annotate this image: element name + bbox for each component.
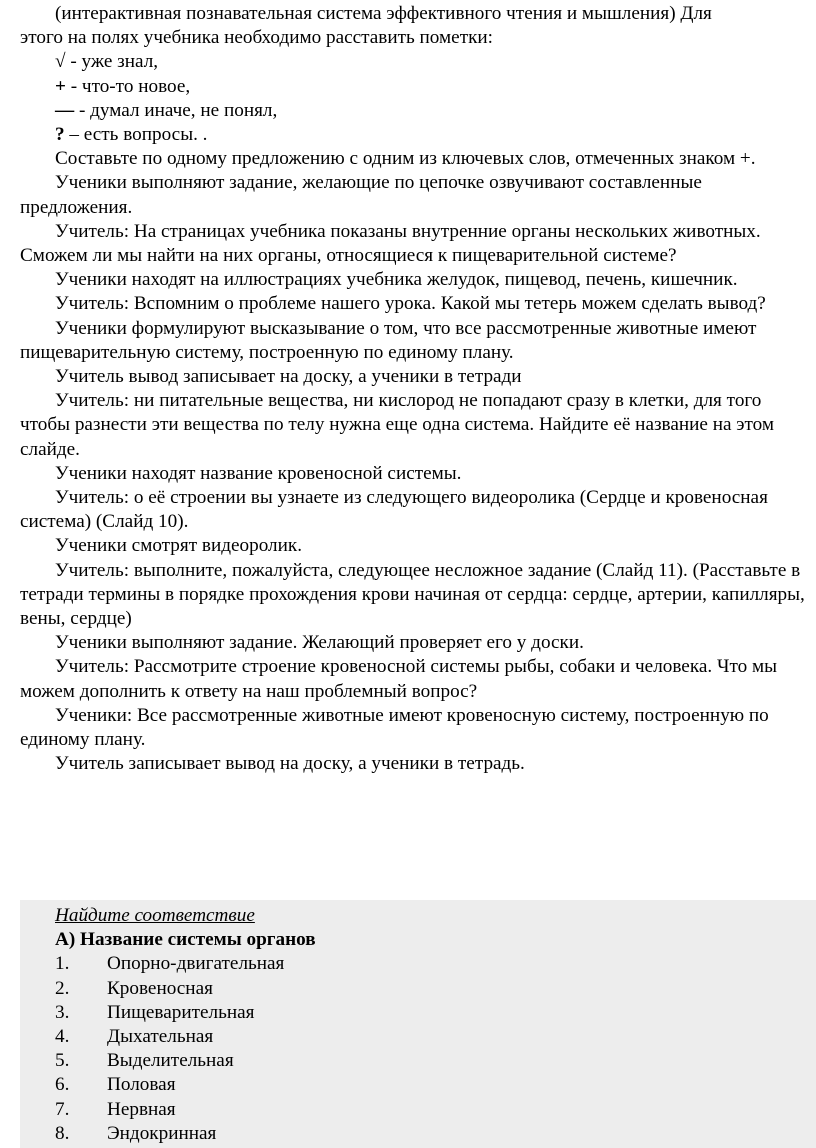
mark-legend-item: √ - уже знал, bbox=[55, 51, 159, 73]
list-text: Опорно-двигательная bbox=[107, 953, 285, 975]
paragraph: Ученики находят название кровеносной системы. bbox=[55, 462, 462, 484]
task-content bbox=[55, 904, 316, 1146]
list-number: 1. bbox=[55, 953, 70, 975]
list-text: Дыхательная bbox=[107, 1026, 214, 1048]
list-number: 6. bbox=[55, 1074, 70, 1096]
paragraph: Ученики выполняют задание, желающие по цепочке озвучивают составленные предложения. bbox=[20, 172, 702, 218]
mark-symbol: + bbox=[55, 75, 66, 97]
list-item bbox=[55, 1098, 316, 1122]
mark-legend-item: — - думал иначе, не понял, bbox=[55, 99, 278, 121]
task-block bbox=[20, 900, 816, 1148]
lesson-text bbox=[20, 2, 816, 777]
list-number: 5. bbox=[55, 1050, 70, 1072]
paragraph: Учитель вывод записывает на доску, а ученики в тетради bbox=[55, 366, 522, 388]
mark-legend-item: + - что-то новое, bbox=[55, 75, 191, 97]
mark-symbol: √ bbox=[55, 51, 66, 73]
mark-symbol: ? bbox=[55, 124, 65, 146]
list-item bbox=[55, 1049, 316, 1073]
list-text: Нервная bbox=[107, 1098, 176, 1120]
paragraph: Учитель записывает вывод на доску, а ученики в тетрадь. bbox=[55, 753, 525, 775]
paragraph: Учитель: Вспомним о проблеме нашего урока. Какой мы тетерь можем сделать вывод? bbox=[55, 293, 766, 315]
paragraph: Учитель: Рассмотрите строение кровеносной системы рыбы, собаки и человека. Что мы можем дополнить к ответу на наш проблемный вопрос? bbox=[20, 656, 777, 702]
list-number: 2. bbox=[55, 977, 70, 999]
paragraph: Учитель: о её строении вы узнаете из следующего видеоролика (Сердце и кровеносная система) (Слайд 10). bbox=[20, 487, 768, 533]
list-text: Эндокринная bbox=[107, 1122, 217, 1144]
paragraph: Учитель: выполните, пожалуйста, следующее несложное задание (Слайд 11). (Расставьте в тетради термины в порядке прохождения крови начиная от сердца: сердце, артерии, капилляры, вены, сердце) bbox=[20, 559, 805, 630]
list-text: Пищеварительная bbox=[107, 1001, 255, 1023]
list-text: Половая bbox=[107, 1074, 176, 1096]
list-item bbox=[55, 977, 316, 1001]
intro-line: (интерактивная познавательная система эффективного чтения и мышления) Для bbox=[55, 3, 712, 24]
paragraph: Учитель: На страницах учебника показаны внутренние органы нескольких животных. Сможем ли мы найти на них органы, относящиеся к пищеварительной системе? bbox=[20, 220, 761, 267]
list-item bbox=[55, 1001, 316, 1025]
list-item bbox=[55, 1025, 316, 1049]
paragraph: Ученики формулируют высказывание о том, что все рассмотренные животные имеют пищеварительную систему, построенную по единому плану. bbox=[20, 317, 757, 363]
list-text: Кровеносная bbox=[107, 977, 213, 999]
paragraph: Ученики выполняют задание. Желающий проверяет его у доски. bbox=[55, 632, 584, 654]
list-item bbox=[55, 1073, 316, 1097]
list-item bbox=[55, 1122, 316, 1146]
paragraph: Ученики смотрят видеоролик. bbox=[55, 535, 302, 557]
paragraph: Ученики находят на иллюстрациях учебника желудок, пищевод, печень, кишечник. bbox=[55, 269, 738, 291]
paragraph: Ученики: Все рассмотренные животные имеют кровеносную систему, построенную по единому плану. bbox=[20, 704, 769, 751]
list-number: 8. bbox=[55, 1122, 70, 1144]
list-number: 4. bbox=[55, 1026, 70, 1048]
list-item bbox=[55, 952, 316, 976]
intro-line: этого на полях учебника необходимо расставить пометки: bbox=[20, 27, 494, 49]
mark-symbol: — bbox=[55, 99, 75, 121]
list-number: 7. bbox=[55, 1098, 70, 1120]
paragraph: Составьте по одному предложению с одним из ключевых слов, отмеченных знаком +. bbox=[55, 148, 756, 170]
task-heading: Найдите соответствие bbox=[55, 905, 255, 926]
paragraph: Учитель: ни питательные вещества, ни кислород не попадают сразу в клетки, для того чтобы разнести эти вещества по телу нужна еще одна система. Найдите её название на этом слайде. bbox=[20, 390, 775, 460]
mark-legend-item: ? – есть вопросы. . bbox=[55, 124, 208, 146]
task-subheading: А) Название системы органов bbox=[55, 929, 316, 951]
list-number: 3. bbox=[55, 1001, 70, 1023]
list-text: Выделительная bbox=[107, 1050, 234, 1072]
